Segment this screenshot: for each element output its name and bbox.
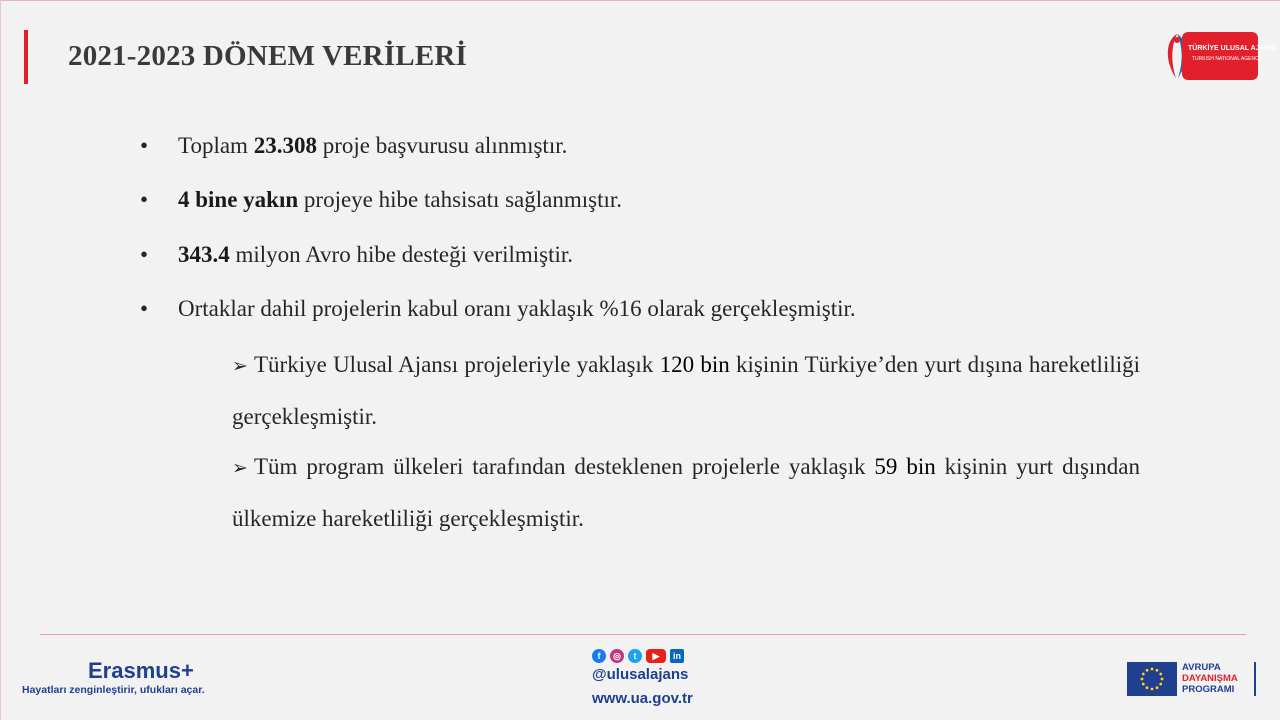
bullet-text: proje başvurusu alınmıştır. [316, 133, 568, 158]
turkish-national-agency-logo [1162, 30, 1277, 82]
website-link[interactable]: www.ua.gov.tr [592, 690, 693, 707]
social-handle[interactable]: @ulusalajans [592, 666, 689, 683]
sub-bullet-item [232, 340, 1140, 442]
sub-bullet-number: 120 bin [659, 352, 730, 377]
sub-bullet-text: kişinin yurt dışından ülkemize hareketliliği gerçekleşmiştir. [232, 454, 1141, 531]
sub-bullet-number: 59 bin [874, 454, 936, 479]
sub-bullet-text: Türkiye Ulusal Ajansı projeleriyle yaklaşık [254, 352, 660, 377]
bullet-item [140, 132, 567, 160]
bullet-text: projeye hibe tahsisatı sağlanmıştır. [298, 187, 623, 212]
eu-flag-icon [1127, 662, 1177, 696]
sub-bullet-text: kişinin Türkiye’den yurt dışına hareketliliği gerçekleşmiştir. [232, 352, 1141, 429]
eu-text-line3: PROGRAMI [1182, 684, 1235, 695]
bullet-text: Ortaklar dahil projelerin kabul oranı yaklaşık %16 olarak gerçekleşmiştir. [178, 296, 856, 321]
logo-line2: TURKISH NATIONAL AGENCY [1192, 56, 1263, 62]
bullet-item [140, 241, 573, 269]
title-accent-bar [24, 30, 28, 84]
logo-line1: TÜRKİYE ULUSAL AJANSI [1188, 45, 1277, 52]
eu-logo-separator [1254, 662, 1256, 696]
bullet-item [140, 186, 622, 214]
eu-text-line1: AVRUPA [1182, 662, 1221, 673]
top-border [0, 0, 1280, 1]
bullet-dot: • [140, 242, 149, 267]
erasmus-logo: Erasmus+ [88, 658, 194, 683]
bullet-text: Toplam [178, 133, 254, 158]
eu-text-line2: DAYANIŞMA [1182, 673, 1238, 684]
arrow-bullet-icon: ➢ [232, 356, 248, 377]
erasmus-tagline: Hayatları zenginleştirir, ufukları açar. [22, 684, 205, 696]
bullet-highlight: 23.308 [253, 133, 317, 158]
bullet-highlight: 343.4 [178, 242, 230, 267]
bullet-text: milyon Avro hibe desteği verilmiştir. [229, 242, 574, 267]
sub-bullet-item [232, 442, 1140, 544]
facebook-icon[interactable]: f [592, 649, 606, 663]
linkedin-icon[interactable]: in [670, 649, 684, 663]
footer-divider [40, 634, 1246, 635]
eu-solidarity-logo-text [1182, 662, 1238, 695]
page-title: 2021-2023 DÖNEM VERİLERİ [68, 40, 468, 72]
arrow-bullet-icon: ➢ [232, 458, 248, 479]
bullet-item [140, 295, 856, 323]
instagram-icon[interactable]: ◎ [610, 649, 624, 663]
bullet-dot: • [140, 296, 149, 321]
sub-bullet-text: Tüm program ülkeleri tarafından desteklenen projelerle yaklaşık [254, 454, 875, 479]
left-border [0, 0, 1, 720]
social-icons [592, 649, 684, 663]
bullet-dot: • [140, 187, 149, 212]
bullet-dot: • [140, 133, 149, 158]
bullet-highlight: 4 bine yakın [178, 187, 299, 212]
youtube-icon[interactable]: ▶ [646, 649, 666, 663]
twitter-icon[interactable]: t [628, 649, 642, 663]
